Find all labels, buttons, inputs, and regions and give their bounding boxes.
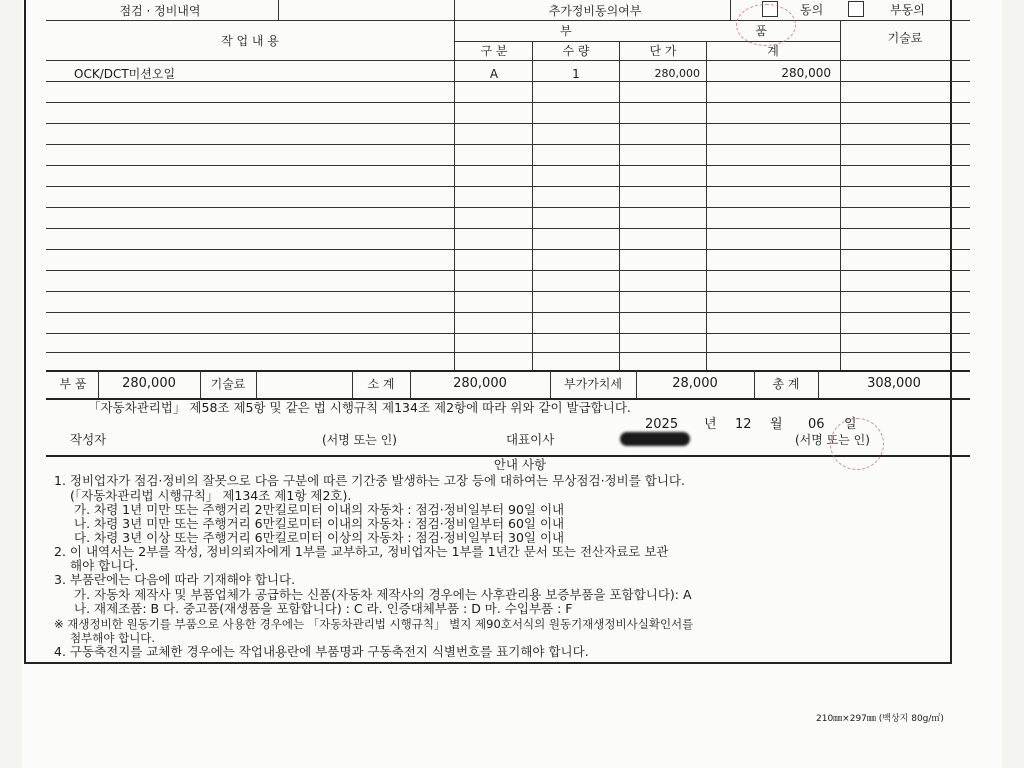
unit-price-header: 단 가 — [649, 44, 677, 58]
issue-year: 2025 — [645, 417, 679, 432]
ceo-sign-label: (서명 또는 인) — [795, 433, 870, 447]
category-header: 구 분 — [480, 44, 508, 58]
row-total: 280,000 — [781, 66, 831, 80]
note-line: 나. 재제조품: B 다. 중고품(재생품을 포함합니다) : C 라. 인증대체부품 : D 마. 수입부품 : F — [74, 601, 573, 616]
row-unit-price: 280,000 — [654, 67, 700, 80]
issue-month-unit: 월 — [770, 417, 783, 432]
agree-label: 동의 — [800, 3, 824, 17]
note-line: 3. 부품란에는 다음에 따라 기재해야 합니다. — [54, 572, 296, 587]
issuance-statement: 「자동차관리법」 제58조 제5항 및 같은 법 시행규칙 제134조 제2항에 따라 위와 같이 발급합니다. — [88, 400, 631, 415]
note-line: 해야 합니다. — [70, 558, 139, 573]
note-line: 나. 차령 3년 미만 또는 주행거리 6만킬로미터 이내의 자동차 : 점검·정비일부터 60일 이내 — [74, 516, 565, 531]
summary-vat-value: 28,000 — [672, 376, 718, 391]
row-work: OCK/DCT미션오일 — [74, 67, 176, 81]
row-category: A — [489, 67, 499, 81]
writer-label: 작성자 — [70, 432, 107, 447]
note-line: 4. 구동축전지를 교체한 경우에는 작업내용란에 부품명과 구동축전지 식별번호를 표기해야 합니다. — [54, 644, 589, 659]
seal-stamp-icon — [736, 4, 796, 46]
summary-grand-value: 308,000 — [867, 376, 921, 391]
note-line: 가. 자동차 제작사 및 부품업체가 공급하는 신품(자동차 제작사의 경우에는 사후관리용 보증부품을 포함합니다): A — [74, 587, 692, 602]
summary-parts-label: 부 품 — [59, 377, 87, 391]
notes-title: 안내 사항 — [493, 457, 547, 472]
paper-spec: 210㎜×297㎜ (백상지 80g/㎡) — [816, 714, 944, 724]
form-frame — [24, 0, 952, 664]
inspection-label: 점검 · 정비내역 — [119, 4, 201, 18]
writer-sign-label: (서명 또는 인) — [322, 433, 397, 447]
issue-month: 12 — [735, 417, 752, 432]
parts-header: 부 품 — [560, 24, 857, 38]
note-line: 2. 이 내역서는 2부를 작성, 정비의뢰자에게 1부를 교부하고, 정비업자는 1부를 1년간 문서 또는 전산자료로 보관 — [54, 544, 669, 559]
issue-year-unit: 년 — [704, 417, 717, 432]
note-line: 가. 차령 1년 미만 또는 주행거리 2만킬로미터 이내의 자동차 : 점검·정비일부터 90일 이내 — [74, 502, 565, 517]
summary-grand-label: 총 계 — [772, 377, 800, 391]
ceo-label: 대표이사 — [506, 432, 555, 447]
total-header: 계 — [767, 44, 779, 58]
note-line: 1. 정비업자가 점검·정비의 잘못으로 다음 구분에 따른 기간중 발생하는 고장 등에 대하여는 무상점검·정비를 합니다. — [54, 473, 685, 488]
disagree-checkbox[interactable] — [848, 1, 864, 17]
labor-header: 기술료 — [887, 31, 923, 45]
issue-day: 06 — [808, 417, 825, 432]
summary-labor-label: 기술료 — [210, 377, 246, 391]
seal-stamp-icon — [830, 418, 884, 470]
disagree-label: 부동의 — [890, 3, 925, 17]
consent-label: 추가정비동의여부 — [548, 4, 642, 18]
row-quantity: 1 — [572, 67, 580, 81]
work-header: 작 업 내 용 — [221, 34, 279, 48]
summary-vat-label: 부가가치세 — [564, 377, 622, 391]
note-line: 첨부해야 합니다. — [70, 631, 156, 645]
quantity-header: 수 량 — [562, 44, 590, 58]
note-line: ※ 재생정비한 원동기를 부품으로 사용한 경우에는 「자동차관리법 시행규칙」 별지 제90호서식의 원동기재생정비사실확인서를 — [54, 617, 694, 631]
issue-day-unit: 일 — [844, 417, 857, 432]
summary-subtotal-label: 소 계 — [367, 377, 395, 391]
note-line: 다. 차령 3년 이상 또는 주행거리 6만킬로미터 이상의 자동차 : 점검·정비일부터 30일 이내 — [74, 530, 565, 545]
redacted-name — [620, 432, 690, 446]
summary-parts-value: 280,000 — [122, 376, 176, 391]
summary-subtotal-value: 280,000 — [453, 376, 507, 391]
note-line: (「자동차관리법 시행규칙」 제134조 제1항 제2호). — [70, 488, 352, 503]
